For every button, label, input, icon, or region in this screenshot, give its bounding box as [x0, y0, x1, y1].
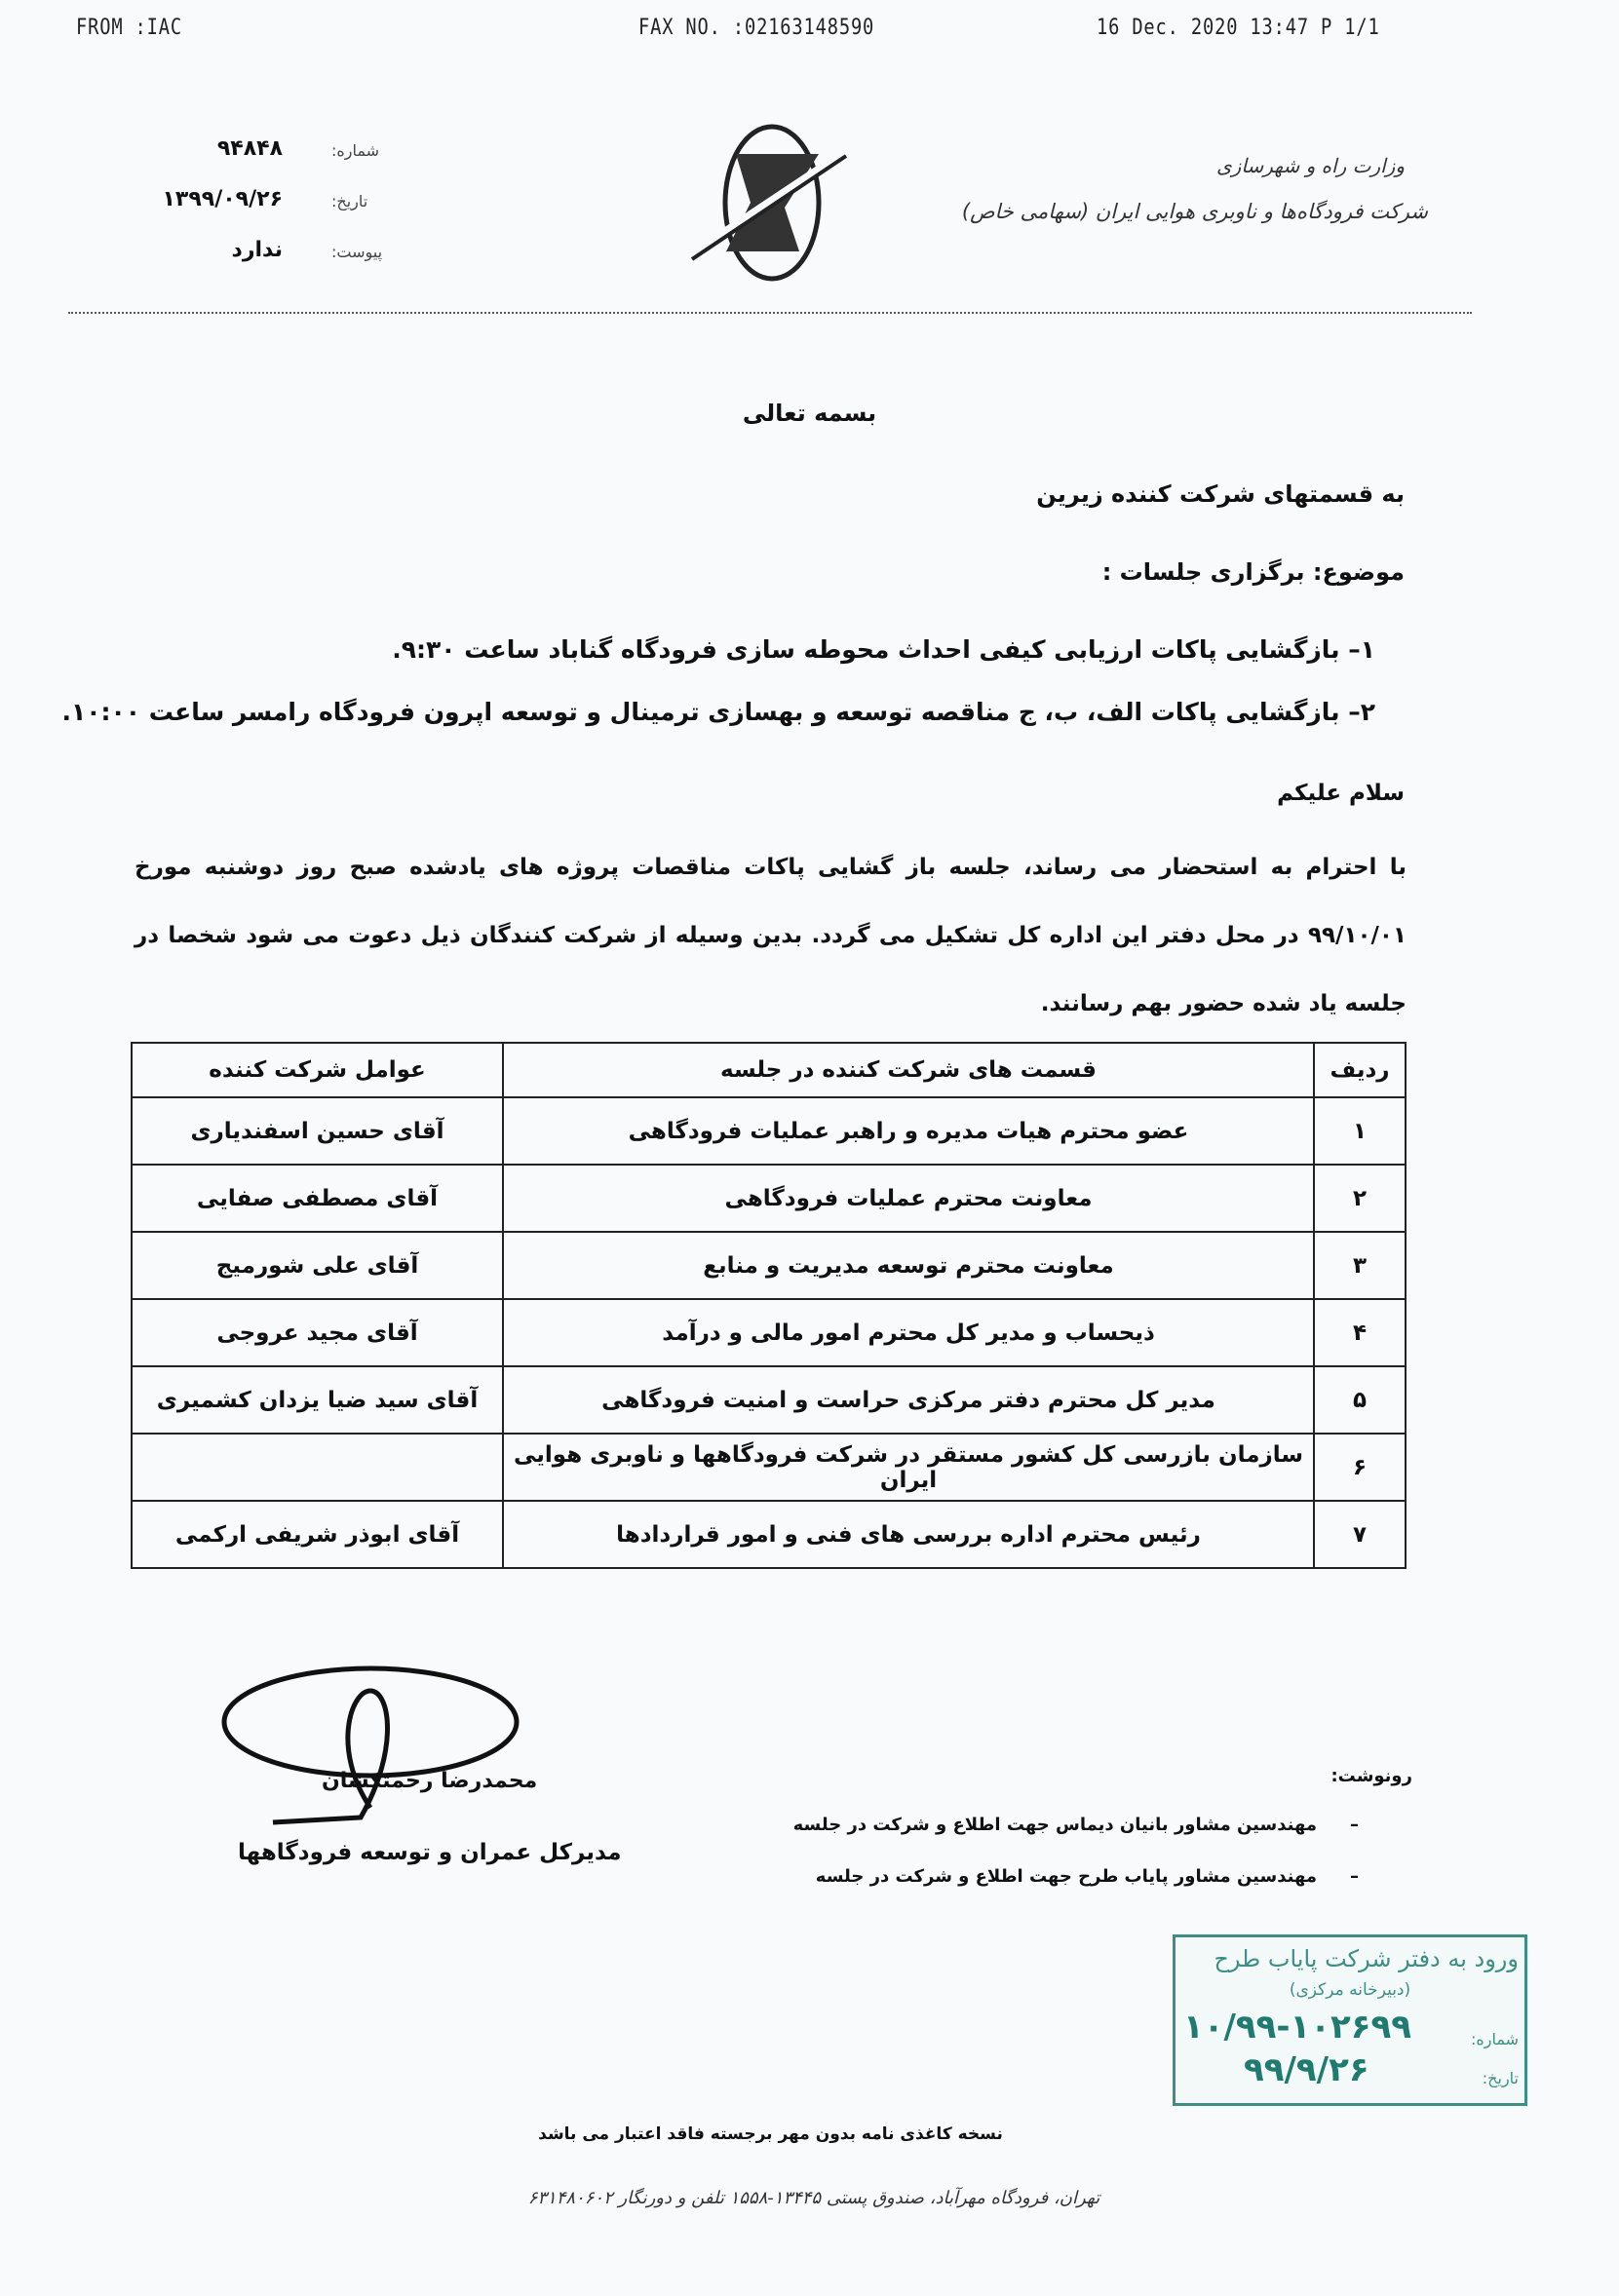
- col-header-participant: عوامل شرکت کننده: [132, 1043, 503, 1097]
- participant: آقای مجید عروجی: [132, 1299, 503, 1366]
- participant: آقای ابوذر شریفی ارکمی: [132, 1501, 503, 1568]
- cc-label: رونوشت:: [1330, 1766, 1412, 1786]
- department: رئیس محترم اداره بررسی های فنی و امور قراردادها: [503, 1501, 1314, 1568]
- validity-notice: نسخه کاغذی نامه بدون مهر برجسته فاقد اعتبار می باشد: [538, 2124, 1003, 2144]
- table-row: [132, 1501, 1406, 1568]
- row-number: ۴: [1314, 1299, 1406, 1366]
- participant: [132, 1434, 503, 1501]
- table-row: [132, 1232, 1406, 1299]
- row-number: ۲: [1314, 1165, 1406, 1232]
- stamp-date-value: ۹۹/۹/۲۶: [1244, 2050, 1369, 2089]
- company-logo: [682, 115, 858, 290]
- cc-bullet: –: [1350, 1815, 1359, 1835]
- participant: آقای سید ضیا یزدان کشمیری: [132, 1366, 503, 1434]
- department: معاونت محترم توسعه مدیریت و منابع: [503, 1232, 1314, 1299]
- row-number: ۷: [1314, 1501, 1406, 1568]
- cc-bullet: –: [1350, 1866, 1359, 1887]
- table-row: [132, 1299, 1406, 1366]
- participants-table: [131, 1042, 1407, 1569]
- stamp-subtitle: (دبیرخانه مرکزی): [1289, 1980, 1411, 2000]
- fax-number: FAX NO. :02163148590: [638, 16, 875, 40]
- agenda-item-1: ۱– بازگشایی پاکات ارزیابی کیفی احداث محوطه سازی فرودگاه گناباد ساعت ۹:۳۰.: [392, 635, 1375, 664]
- letter-date: ۱۳۹۹/۰۹/۲۶: [162, 187, 283, 211]
- ministry-name: وزارت راه و شهرسازی: [1216, 154, 1405, 177]
- invocation: بسمه تعالی: [742, 400, 877, 427]
- greeting: سلام علیکم: [1277, 781, 1405, 806]
- participant: آقای علی شورمیج: [132, 1232, 503, 1299]
- body-paragraph: با احترام به استحضار می رساند، جلسه باز گشایی پاکات مناقصات پروژه های یادشده صبح روز دوشنبه مورخ ۹۹/۱۰/۰۱ در محل دفتر این اداره کل تشکیل می گردد. بدین وسیله از شرکت کنندگان ذیل دعوت می شود شخصا در جلسه یاد شده حضور بهم رسانند.: [135, 855, 1407, 1016]
- letter-number-label: شماره:: [331, 141, 380, 160]
- header-divider: [68, 312, 1472, 314]
- table-row: [132, 1097, 1406, 1165]
- row-number: ۳: [1314, 1232, 1406, 1299]
- table-row: [132, 1165, 1406, 1232]
- department: مدیر کل محترم دفتر مرکزی حراست و امنیت فرودگاهی: [503, 1366, 1314, 1434]
- cc-item-1: مهندسین مشاور بانیان دیماس جهت اطلاع و شرکت در جلسه: [792, 1815, 1317, 1835]
- letter-number: ۹۴۸۴۸: [216, 136, 283, 161]
- row-number: ۶: [1314, 1434, 1406, 1501]
- stamp-title: ورود به دفتر شرکت پایاب طرح: [1214, 1945, 1519, 1972]
- department: ذیحساب و مدیر کل محترم امور مالی و درآمد: [503, 1299, 1314, 1366]
- row-number: ۱: [1314, 1097, 1406, 1165]
- fax-datetime-page: 16 Dec. 2020 13:47 P 1/1: [1097, 16, 1380, 40]
- department: سازمان بازرسی کل کشور مستقر در شرکت فرودگاهها و ناوبری هوایی ایران: [503, 1434, 1314, 1501]
- signatory-title: مدیرکل عمران و توسعه فرودگاهها: [238, 1840, 622, 1865]
- subject-line: موضوع: برگزاری جلسات :: [1101, 558, 1405, 586]
- cc-item-2: مهندسین مشاور پایاب طرح جهت اطلاع و شرکت در جلسه: [815, 1866, 1317, 1887]
- col-header-row-number: ردیف: [1314, 1043, 1406, 1097]
- agenda-item-2: ۲– بازگشایی پاکات الف، ب، ج مناقصه توسعه و بهسازی ترمینال و توسعه اپرون فرودگاه رامسر ساعت ۱۰:۰۰.: [61, 698, 1375, 726]
- participant: آقای حسین اسفندیاری: [132, 1097, 503, 1165]
- department: عضو محترم هیات مدیره و راهبر عملیات فرودگاهی: [503, 1097, 1314, 1165]
- fax-from: FROM :IAC: [76, 16, 182, 40]
- recipient-line: به قسمتهای شرکت کننده زیرین: [1036, 480, 1405, 508]
- col-header-department: قسمت های شرکت کننده در جلسه: [503, 1043, 1314, 1097]
- participant: آقای مصطفی صفایی: [132, 1165, 503, 1232]
- stamp-number-value: ۱۰/۹۹-۱۰۲۶۹۹: [1183, 2008, 1412, 2047]
- table-row: [132, 1366, 1406, 1434]
- letter-attachment: ندارد: [231, 238, 283, 262]
- row-number: ۵: [1314, 1366, 1406, 1434]
- letter-attachment-label: پیوست:: [331, 243, 383, 261]
- footer-address: تهران، فرودگاه مهرآباد، صندوق پستی ۱۳۴۴۵-۱۵۵۸ تلفن و دورنگار ۶۳۱۴۸۰۶۰۲: [527, 2188, 1100, 2208]
- table-header-row: [132, 1043, 1406, 1097]
- handwritten-signature: [214, 1662, 536, 1827]
- stamp-number-label: شماره:: [1470, 2030, 1519, 2048]
- letter-date-label: تاریخ:: [331, 192, 368, 210]
- stamp-date-label: تاریخ:: [1482, 2069, 1519, 2087]
- company-name: شرکت فرودگاه‌ها و ناوبری هوایی ایران (سهامی خاص): [961, 200, 1428, 223]
- table-row: [132, 1434, 1406, 1501]
- signatory-name: محمدرضا رحمتکشان: [322, 1769, 538, 1793]
- department: معاونت محترم عملیات فرودگاهی: [503, 1165, 1314, 1232]
- receipt-stamp: [1173, 1934, 1527, 2106]
